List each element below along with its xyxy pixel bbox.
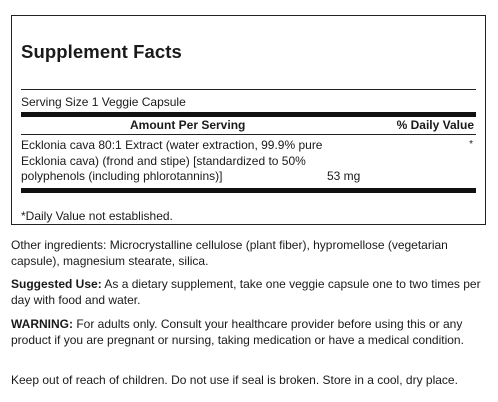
ingredient-amount: 53 mg <box>327 169 361 183</box>
daily-value-header: % Daily Value <box>396 118 474 132</box>
warning <box>11 316 489 348</box>
other-ingredients: Other ingredients: Microcrystalline cellulose (plant fiber), hypromellose (vegetarian capsule), magnesium stearate, silica. <box>11 238 448 268</box>
suggested-use <box>11 276 489 308</box>
storage-instructions: Keep out of reach of children. Do not use if seal is broken. Store in a cool, dry place. <box>11 373 458 387</box>
warning-text: For adults only. Consult your healthcare provider before using this or any product if you are pregnant or nursing, taking medication or have a medical condition. <box>11 317 464 347</box>
serving-size: Serving Size 1 Veggie Capsule <box>21 95 186 109</box>
thick-divider <box>21 188 476 193</box>
ingredient-daily-value: * <box>469 139 473 150</box>
daily-value-footnote: *Daily Value not established. <box>21 209 173 223</box>
divider <box>21 134 476 135</box>
thick-divider <box>21 112 476 117</box>
suggested-use-text: As a dietary supplement, take one veggie capsule one to two times per day with food and water. <box>11 277 481 307</box>
warning-label: WARNING: <box>11 317 73 331</box>
divider <box>21 89 476 90</box>
amount-per-serving-header: Amount Per Serving <box>130 118 246 132</box>
supplement-facts-panel <box>11 15 486 225</box>
ingredient-description: Ecklonia cava 80:1 Extract (water extraction, 99.9% pure Ecklonia cava) (frond and stipe) [standardized to 50% polyphenols (including phlorotannins)] <box>21 138 323 183</box>
facts-title: Supplement Facts <box>21 41 182 62</box>
suggested-use-label: Suggested Use: <box>11 277 102 291</box>
